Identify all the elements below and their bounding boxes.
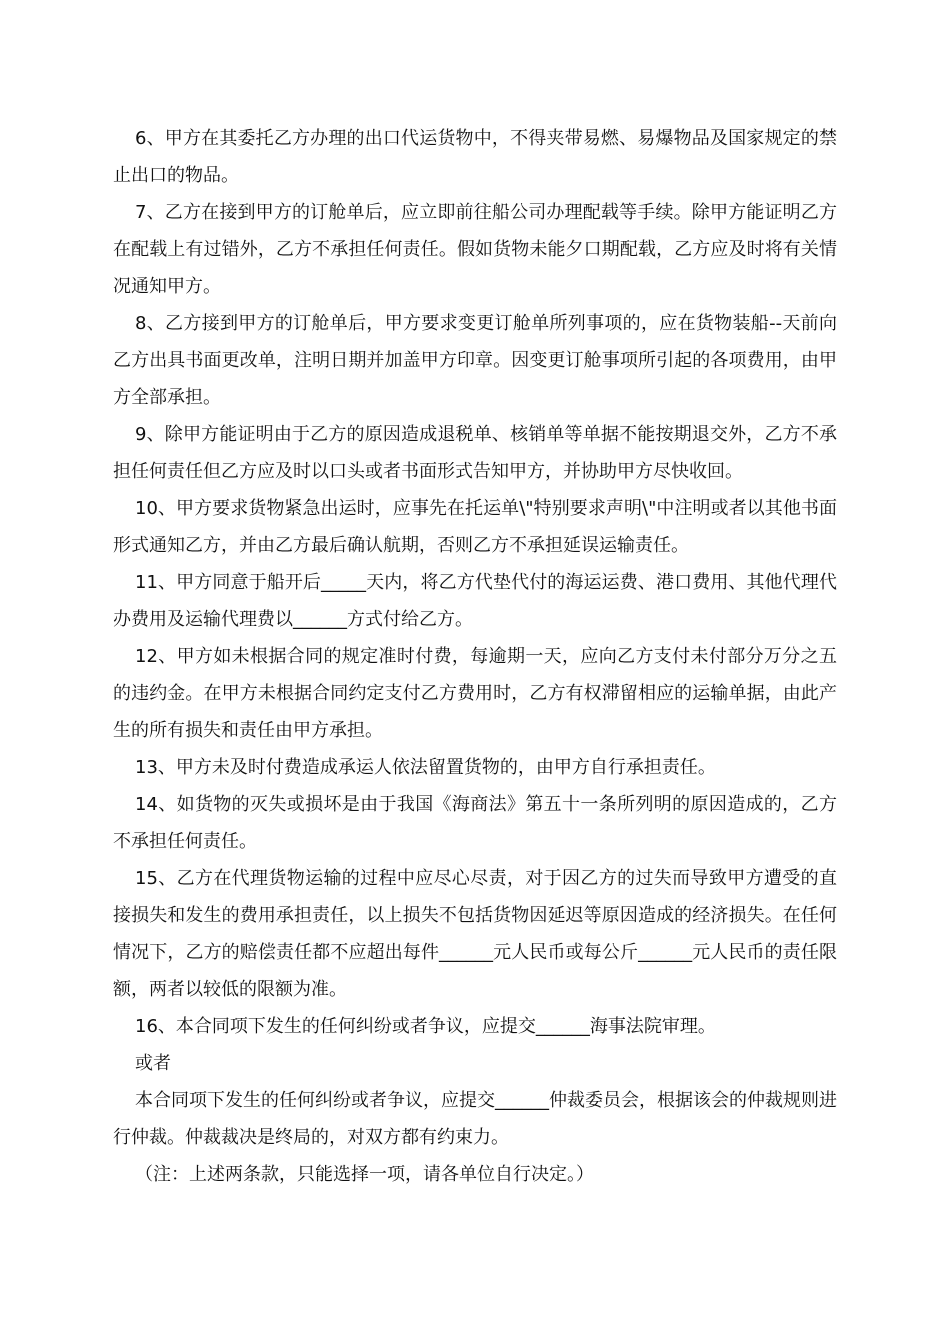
clause-6: 6、甲方在其委托乙方办理的出口代运货物中，不得夹带易燃、易爆物品及国家规定的禁止出口的物品。 bbox=[113, 128, 837, 186]
clause-14: 14、如货物的灭失或损坏是由于我国《海商法》第五十一条所列明的原因造成的，乙方不承担任何责任。 bbox=[113, 794, 837, 852]
clause-15: 15、乙方在代理货物运输的过程中应尽心尽责，对于因乙方的过失而导致甲方遭受的直接损失和发生的费用承担责任，以上损失不包括货物因延迟等原因造成的经济损失。在任何情况下，乙方的赔偿责任都不应超出每件______元人民币或每公斤______元人民币的责任限额，两者以较低的限额为准。 bbox=[113, 868, 837, 1000]
clause-13: 13、甲方未及时付费造成承运人依法留置货物的，由甲方自行承担责任。 bbox=[135, 757, 716, 778]
clause-10: 10、甲方要求货物紧急出运时，应事先在托运单\"特别要求声明\"中注明或者以其他书面形式通知乙方，并由乙方最后确认航期，否则乙方不承担延误运输责任。 bbox=[113, 498, 837, 556]
clause-note: （注：上述两条款，只能选择一项，请各单位自行决定。） bbox=[135, 1164, 594, 1185]
clause-16-or: 或者 bbox=[135, 1053, 171, 1074]
clause-11: 11、甲方同意于船开后_____天内，将乙方代垫代付的海运运费、港口费用、其他代理代办费用及运输代理费以______方式付给乙方。 bbox=[113, 572, 837, 630]
clause-8: 8、乙方接到甲方的订舱单后，甲方要求变更订舱单所列事项的，应在货物装船--天前向乙方出具书面更改单，注明日期并加盖甲方印章。因变更订舱事项所引起的各项费用，由甲方全部承担。 bbox=[113, 313, 837, 408]
clause-7: 7、乙方在接到甲方的订舱单后，应立即前往船公司办理配载等手续。除甲方能证明乙方在配载上有过错外，乙方不承担任何责任。假如货物未能夕口期配载，乙方应及时将有关情况通知甲方。 bbox=[113, 202, 837, 297]
clause-9: 9、除甲方能证明由于乙方的原因造成退税单、核销单等单据不能按期退交外，乙方不承担任何责任但乙方应及时以口头或者书面形式告知甲方，并协助甲方尽快收回。 bbox=[113, 424, 837, 482]
document-body bbox=[113, 120, 837, 1193]
clause-12: 12、甲方如未根据合同的规定准时付费，每逾期一天，应向乙方支付未付部分万分之五的违约金。在甲方未根据合同约定支付乙方费用时，乙方有权滞留相应的运输单据，由此产生的所有损失和责任由甲方承担。 bbox=[113, 646, 837, 741]
clause-16: 16、本合同项下发生的任何纠纷或者争议，应提交______海事法院审理。 bbox=[135, 1016, 716, 1037]
clause-16-alternative: 本合同项下发生的任何纠纷或者争议，应提交______仲裁委员会，根据该会的仲裁规则进行仲裁。仲裁裁决是终局的，对双方都有约束力。 bbox=[113, 1090, 837, 1148]
